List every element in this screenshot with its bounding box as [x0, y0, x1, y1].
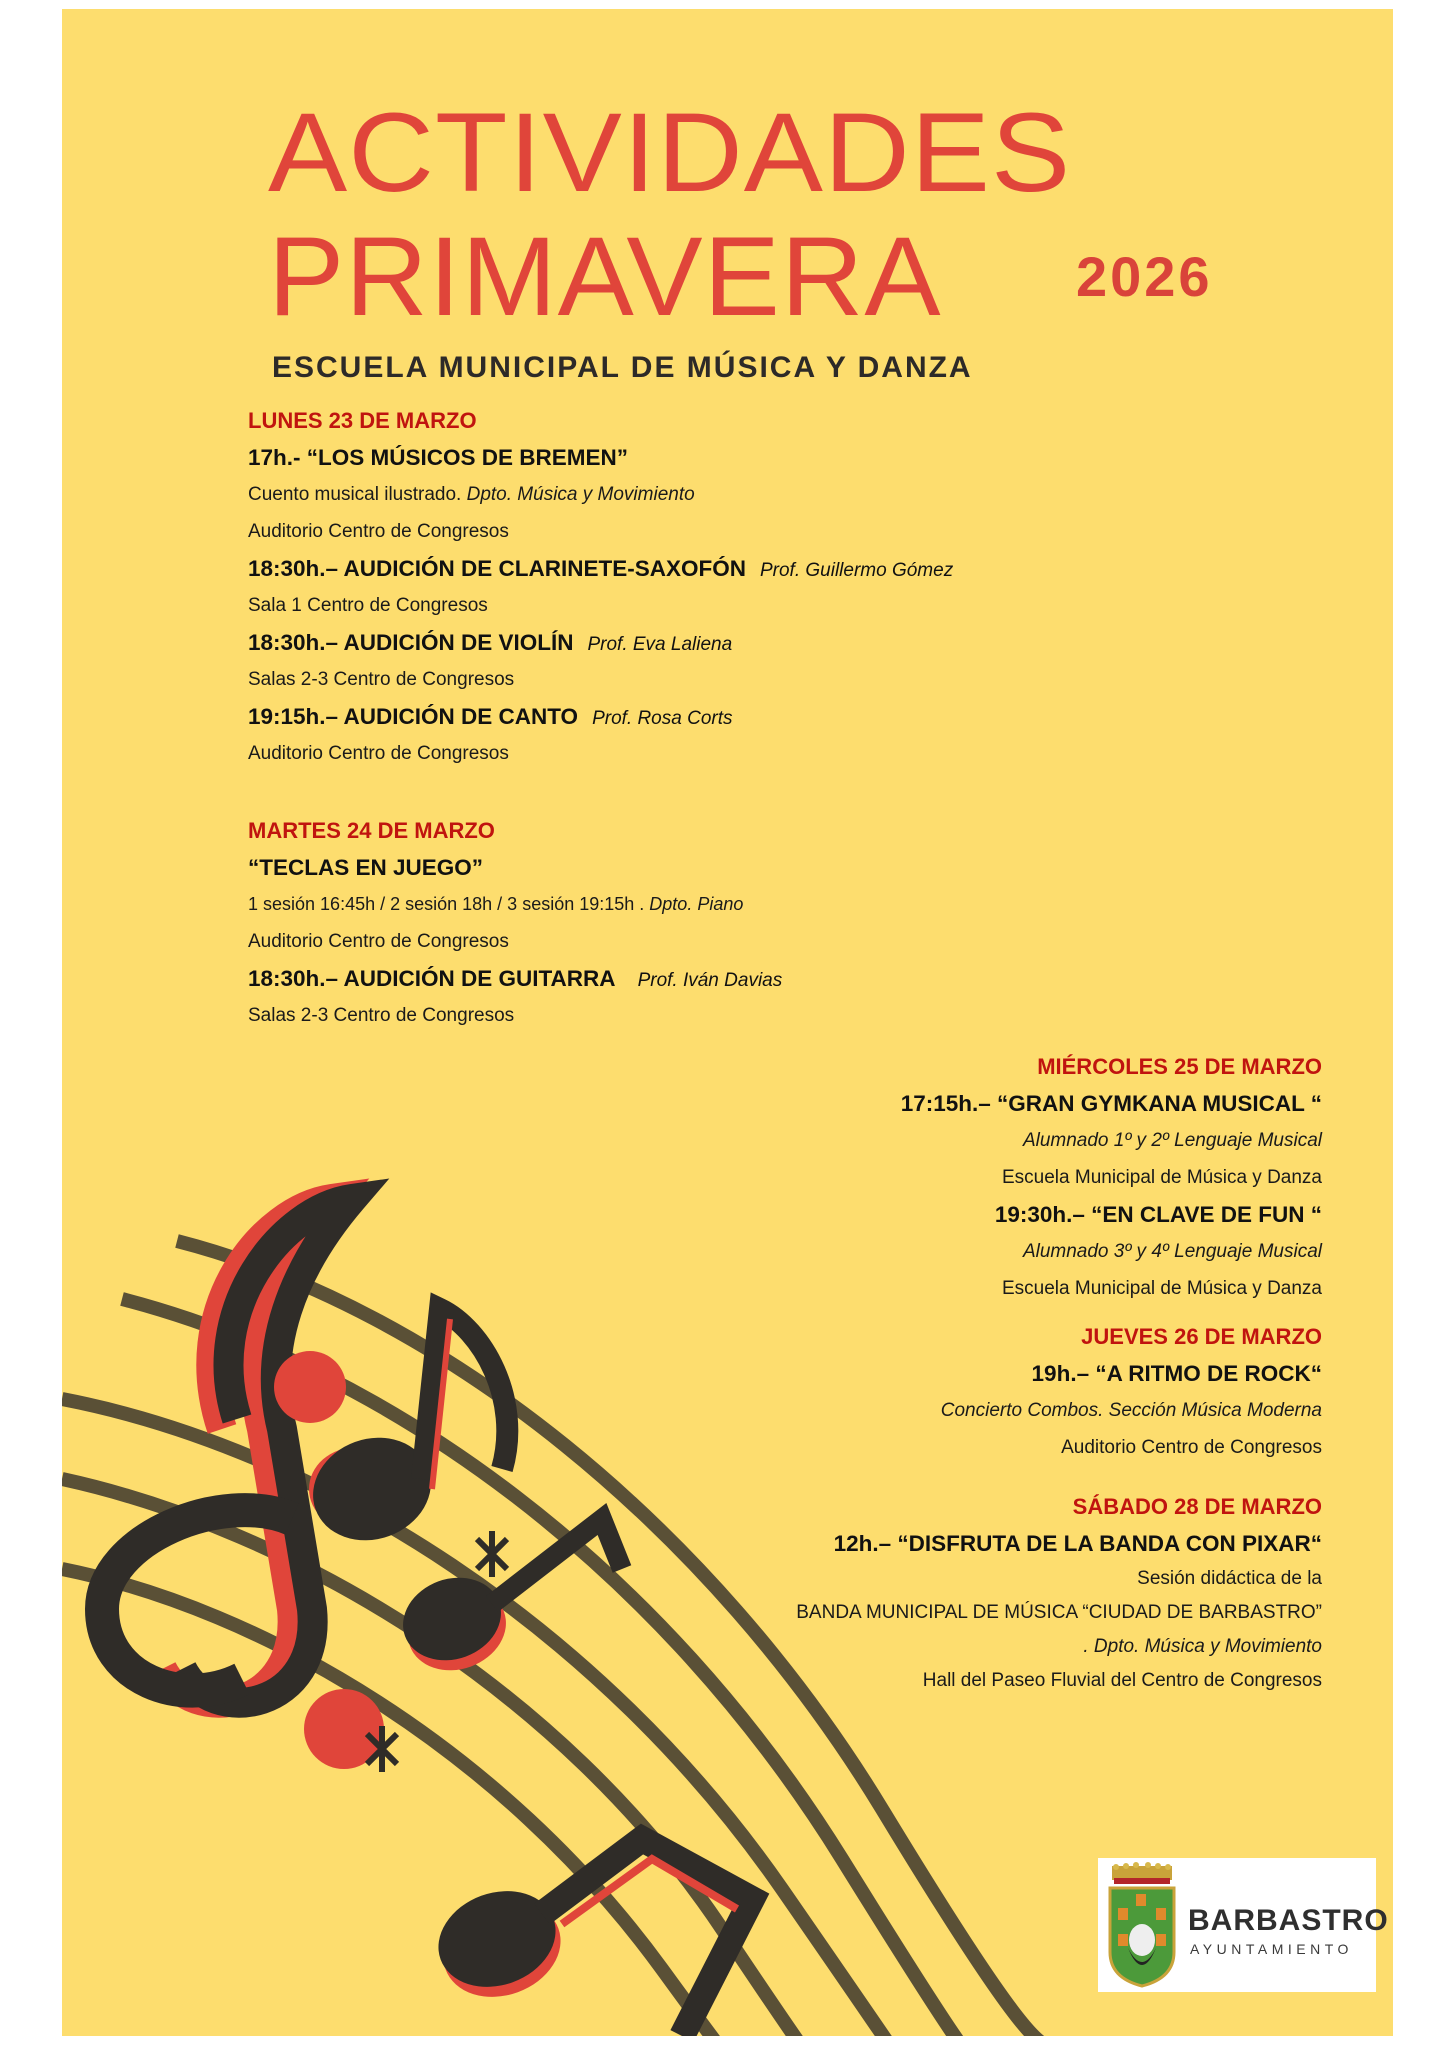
event-detail: Sesión didáctica de la: [1137, 1568, 1322, 1589]
school-name: ESCUELA MUNICIPAL DE MÚSICA Y DANZA: [272, 351, 973, 384]
day-heading: JUEVES 26 DE MARZO: [1081, 1324, 1322, 1349]
detail-text: Cuento musical ilustrado.: [248, 484, 467, 505]
event-venue: Escuela Municipal de Música y Danza: [1002, 1278, 1322, 1299]
event-title-text: 18:30h.– AUDICIÓN DE VIOLÍN: [248, 630, 574, 655]
event-title: [248, 849, 782, 886]
event-title: 12h.– “DISFRUTA DE LA BANDA CON PIXAR“: [833, 1531, 1322, 1556]
event-title: [248, 550, 953, 587]
event-venue: Escuela Municipal de Música y Danza: [1002, 1167, 1322, 1188]
day-heading: MIÉRCOLES 25 DE MARZO: [1037, 1054, 1322, 1079]
day-section-lunes: [248, 402, 953, 772]
event-teacher: Prof. Guillermo Gómez: [759, 560, 954, 581]
coat-of-arms-icon: [1104, 1862, 1180, 1988]
detail-italic: Dpto. Piano: [649, 894, 744, 914]
event-detail: Alumnado 3º y 4º Lenguaje Musical: [1022, 1241, 1322, 1262]
day-section-miercoles: [901, 1048, 1322, 1307]
event-detail: Alumnado 1º y 2º Lenguaje Musical: [1022, 1130, 1322, 1151]
event-title: 17:15h.– “GRAN GYMKANA MUSICAL “: [900, 1091, 1322, 1116]
logo-name: BARBASTRO: [1188, 1904, 1389, 1937]
event-title-text: 18:30h.– AUDICIÓN DE CLARINETE-SAXOFÓN: [248, 556, 746, 581]
day-section-sabado: [796, 1488, 1322, 1698]
eighth-note-icon: [266, 1309, 507, 1557]
event-venue: Salas 2-3 Centro de Congresos: [248, 1005, 515, 1026]
event-venue: Auditorio Centro de Congresos: [1061, 1437, 1322, 1458]
day-heading: LUNES 23 DE MARZO: [248, 408, 477, 433]
event-department: . Dpto. Música y Movimiento: [1083, 1636, 1322, 1657]
event-title-text: 17h.- “LOS MÚSICOS DE BREMEN”: [248, 445, 629, 470]
event-title: [248, 698, 953, 735]
day-section-martes: [248, 812, 782, 1034]
event-title-text: 19:15h.– AUDICIÓN DE CANTO: [248, 704, 579, 729]
title-line-1: ACTIVIDADES: [268, 90, 1072, 215]
event-teacher: Prof. Rosa Corts: [592, 708, 733, 729]
day-section-jueves: [941, 1318, 1322, 1466]
event-teacher: Prof. Eva Laliena: [587, 634, 733, 655]
event-detail: BANDA MUNICIPAL DE MÚSICA “CIUDAD DE BARBASTRO”: [796, 1602, 1322, 1623]
event-detail: [248, 476, 953, 513]
event-venue: Auditorio Centro de Congresos: [248, 931, 509, 952]
barbastro-logo: [1098, 1858, 1389, 1992]
day-heading: MARTES 24 DE MARZO: [248, 818, 495, 843]
event-venue: Hall del Paseo Fluvial del Centro de Congresos: [922, 1670, 1322, 1691]
event-venue: Sala 1 Centro de Congresos: [248, 595, 488, 616]
poster: [62, 9, 1393, 2036]
day-heading: SÁBADO 28 DE MARZO: [1072, 1494, 1322, 1519]
detail-text: 1 sesión 16:45h / 2 sesión 18h / 3 sesión 19:15h .: [248, 894, 650, 914]
event-venue: Salas 2-3 Centro de Congresos: [248, 669, 515, 690]
event-title: [248, 439, 953, 476]
detail-italic: Dpto. Música y Movimiento: [466, 484, 695, 505]
event-title: [248, 624, 953, 661]
event-detail: Concierto Combos. Sección Música Moderna: [940, 1400, 1322, 1421]
event-title: 19:30h.– “EN CLAVE DE FUN “: [994, 1202, 1322, 1227]
event-title-text: 18:30h.– AUDICIÓN DE GUITARRA: [248, 966, 616, 991]
logo-subtitle: AYUNTAMIENTO: [1190, 1941, 1353, 1957]
event-title: [248, 960, 782, 997]
event-title: 19h.– “A RITMO DE ROCK“: [1031, 1361, 1322, 1386]
year: 2026: [1076, 245, 1213, 308]
event-venue: Auditorio Centro de Congresos: [248, 521, 509, 542]
event-detail: [248, 886, 782, 923]
event-teacher: Prof. Iván Davias: [637, 970, 783, 991]
title-line-2: PRIMAVERA: [268, 214, 942, 339]
event-title-text: “TECLAS EN JUEGO”: [248, 855, 484, 880]
event-venue: Auditorio Centro de Congresos: [248, 743, 509, 764]
